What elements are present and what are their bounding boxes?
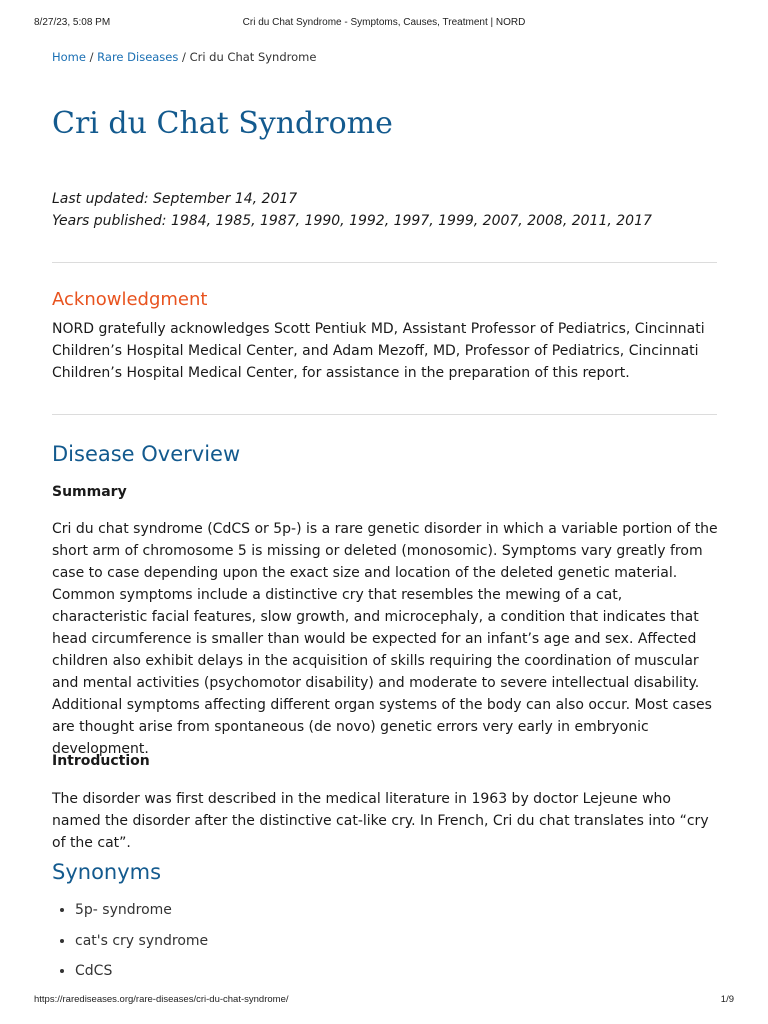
print-document-title: Cri du Chat Syndrome - Symptoms, Causes, Treatment | NORD — [242, 17, 526, 28]
print-header — [0, 17, 768, 31]
summary-text: Cri du chat syndrome (CdCS or 5p-) is a rare genetic disorder in which a variable portion of the short arm of chromosome 5 is missing or deleted (monosomic). Symptoms vary greatly from case to case depending upon the exact size and location of the deleted genetic material. Common symptoms include a distinctive cry that resembles the mewing of a cat, characteristic facial features, slow growth, and microcephaly, a condition that indicates that head circumference is smaller than would be expected for an infant’s age and sex. Affected children also exhibit delays in the acquisition of skills requiring the coordination of muscular and mental activities (psychomotor disability) and moderate to severe intellectual disability. Additional symptoms affecting different organ systems of the body can also occur. Most cases are thought arise from spontaneous (de novo) genetic errors very early in embryonic development. — [52, 521, 718, 757]
print-footer — [0, 994, 768, 1008]
breadcrumb-separator: / — [182, 50, 186, 64]
synonym-item: • 5p- syndrome — [75, 899, 208, 930]
page-title: Cri du Chat Syndrome — [52, 106, 393, 141]
breadcrumb-home-link[interactable]: Home — [52, 50, 86, 64]
introduction-heading: Introduction — [52, 753, 150, 769]
synonym-item: • CdCS — [75, 960, 208, 991]
synonyms-list — [52, 899, 208, 991]
breadcrumb — [52, 50, 316, 64]
divider — [52, 262, 717, 263]
article-meta — [52, 188, 652, 232]
print-url: https://rarediseases.org/rare-diseases/cri-du-chat-syndrome/ — [34, 994, 289, 1005]
last-updated: Last updated: September 14, 2017 — [52, 191, 298, 207]
synonyms-heading: Synonyms — [52, 860, 162, 884]
introduction-text: The disorder was first described in the medical literature in 1963 by doctor Lejeune who named the disorder after the distinctive cat-like cry. In French, Cri du chat translates into “cry of the cat”. — [52, 791, 709, 851]
summary-heading: Summary — [52, 484, 127, 500]
acknowledgment-text: NORD gratefully acknowledges Scott Pentiuk MD, Assistant Professor of Pediatrics, Cincinnati Children’s Hospital Medical Center, and Adam Mezoff, MD, Professor of Pediatrics, Cincinnati Children’s Hospital Medical Center, for assistance in the preparation of this report. — [52, 321, 705, 381]
synonym-item: • cat's cry syndrome — [75, 930, 208, 961]
print-date: 8/27/23, 5:08 PM — [34, 17, 111, 28]
page-number: 1/9 — [720, 994, 734, 1005]
divider — [52, 414, 717, 415]
breadcrumb-rare-diseases-link[interactable]: Rare Diseases — [97, 50, 179, 64]
acknowledgment-heading: Acknowledgment — [52, 289, 208, 310]
breadcrumb-current: Cri du Chat Syndrome — [189, 50, 317, 64]
breadcrumb-separator: / — [89, 50, 94, 64]
disease-overview-heading: Disease Overview — [52, 442, 241, 466]
years-published: Years published: 1984, 1985, 1987, 1990, 1992, 1997, 1999, 2007, 2008, 2011, 2017 — [52, 213, 652, 229]
